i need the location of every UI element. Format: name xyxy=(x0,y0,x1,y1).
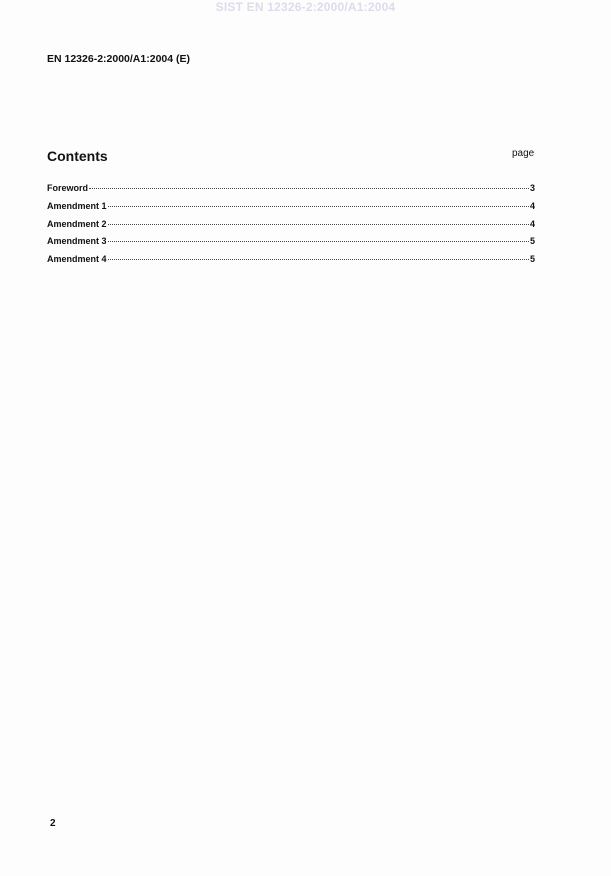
dot-leader xyxy=(108,206,529,207)
toc-entry-amendment-3[interactable] xyxy=(47,236,535,254)
dot-leader xyxy=(108,259,529,260)
dot-leader xyxy=(108,241,529,242)
toc-entry-page: 4 xyxy=(529,200,535,211)
dot-leader xyxy=(89,188,529,189)
document-id: EN 12326-2:2000/A1:2004 (E) xyxy=(47,53,191,65)
toc-entry-foreword[interactable] xyxy=(47,183,535,201)
toc-entry-page: 3 xyxy=(529,183,535,193)
toc-entry-label: Amendment 2 xyxy=(47,218,107,229)
page-column-label: page xyxy=(512,148,535,159)
toc-entry-amendment-4[interactable] xyxy=(47,254,535,272)
toc-entry-page: 5 xyxy=(529,254,535,265)
table-of-contents xyxy=(47,183,535,272)
toc-entry-amendment-2[interactable] xyxy=(47,219,535,237)
toc-entry-label: Foreword xyxy=(47,183,89,193)
toc-entry-label: Amendment 1 xyxy=(47,200,107,211)
toc-entry-label: Amendment 4 xyxy=(47,254,107,265)
dot-leader xyxy=(108,224,529,225)
toc-entry-page: 4 xyxy=(529,218,535,229)
page-number: 2 xyxy=(50,818,56,829)
contents-title: Contents xyxy=(47,148,108,164)
toc-entry-page: 5 xyxy=(529,236,535,247)
watermark: SIST EN 12326-2:2000/A1:2004 xyxy=(215,0,396,14)
toc-entry-label: Amendment 3 xyxy=(47,236,107,247)
toc-entry-amendment-1[interactable] xyxy=(47,201,535,219)
